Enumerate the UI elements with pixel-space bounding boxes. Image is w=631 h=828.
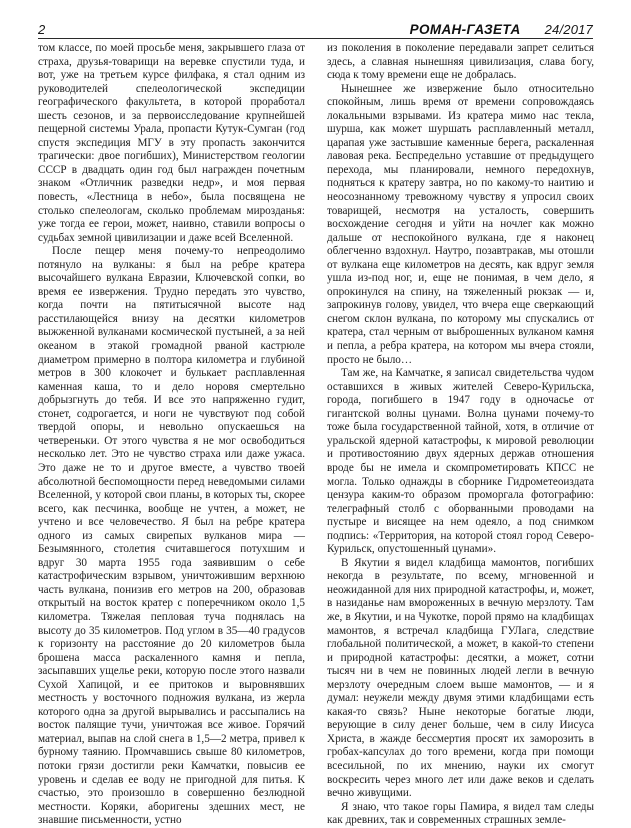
issue-number: 24/2017 bbox=[544, 21, 593, 37]
paragraph: В Якутии я видел кладбища мамонтов, погибших некогда в результате, по всему, мгновенной и неожиданной для них природной катастрофы, и, может, в назиданье нам вмороженных в вечную мерзлоту. Там же, в Якутии, и на Чукотке, порой прямо на кладбищах мамонтов, я встречал кладбища ГУЛага, следствие глобальной политической, а может, в какой-то степени и природной катастрофы: десятки, а может, сотни тысяч ни в чем не повинных людей легли в вечную мерзлоту очередным слоем выше мамонтов, — и я думал: неужели между двумя этими кладбищами есть какая-то связь? Ныне некоторые богатые люди, верующие в силу денег больше, чем в силу Иисуса Христа, в жажде бессмертия просят их заморозить в гробах-капсулах до того времени, когда при помощи всесильной, по их мнению, науки их смогут воскресить через много лет или даже веков и сделать вечно живущими. bbox=[327, 556, 594, 800]
paragraph: из поколения в поколение передавали запрет селиться здесь, а славная нынешняя цивилизация, слава богу, сюда к тому времени еще не добралась. bbox=[327, 42, 594, 82]
running-head-right bbox=[410, 23, 593, 37]
running-head bbox=[38, 16, 593, 39]
paragraph: После пещер меня почему-то непреодолимо потянуло на вулканы: я был на ребре кратера высочайшего вулкана Евразии, Ключевской сопки, во время ее извержения. Трудно передать это чувство, когда почти на пятитысячной высоте над расстилающейся внизу на десятки километров выжженной вулканами космической пустыней, а за ней океаном в этакой громадной рваной кастрюле диаметром примерно в полтора километра и глубиной метров в 300 клокочет и булькает расплавленная каменная каша, то и дело норовя смертельно добрызгнуть до тебя. И все это напряженно гудит, стонет, содрогается, и ноги не чувствуют под собой твердой опоры, и невольно опускаешься на четвереньки. От этого чувства я не мог освободиться несколько лет. Это не чувство страха или даже ужаса. Это даже не то и другое вместе, а чувство твоей абсолютной беспомощности перед неведомыми силами Вселенной, у которой свои планы, в которых ты, скорее всего, как песчинка, вообще не учтен, а может, не учтено и все человечество. Я был на ребре кратера одного из самых свирепых вулканов мира — Безымянного, столетия считавшегося потухшим и вдруг 30 марта 1955 года заявившим о себе катастрофическим взрывом, уничтожившим верхнюю часть вулкана, понизив его метров на 200, образовав открытый на восток кратер с поперечником около 1,5 километра. Тяжелая пепловая туча поднялась на высоту до 35 километров. Под углом в 35—40 градусов к горизонту на расстояние до 20 километров была брошена масса раскаленного камня и пепла, засыпавших ущелье реки, которую после этого назвали Сухой Хапицой, и ее притоков и выровнявших местность у восточного подножия вулкана, из жерла которого одна за другой вырывались и рассыпались на восток палящие тучи, уничтожая все живое. Горячий материал, выпав на слой снега в 1,5—2 метра, привел к бурному таянию. Промчавшись свыше 80 километров, потоки грязи достигли реки Камчатки, повысив ее уровень и сделав ее воду не пригодной для питья. К счастью, это произошло в совершенно безлюдной местности. Коряки, аборигены здешних мест, не знавшие письменности, устно bbox=[38, 245, 305, 827]
body-columns bbox=[38, 42, 593, 828]
column-right bbox=[327, 42, 594, 828]
paragraph: том классе, по моей просьбе меня, закрывшего глаза от страха, друзья-товарищи на веревке спустили туда, и вот, уже на третьем курсе филфака, я стал одним из руководителей спелеологической экспедиции географического факультета, в которой проработал шесть сезонов, и за первоисследование крупнейшей пещерной системы Урала, пропасти Кутук-Сумган (год спустя экспедиция МГУ в эту пропасть закончится трагически: двое погибших), Министерством геологии СССР в двадцать один год был награжден почетным знаком «Отличник разведки недр», и моя первая повесть, «Лестница в небо», была посвящена не столько спелеологам, сколько проблемам мирозданья: уже тогда ее герои, может, наивно, ставили вопросы о судьбах земной цивилизации и даже всей Вселенной. bbox=[38, 42, 305, 244]
masthead-title: РОМАН-ГАЗЕТА bbox=[409, 21, 521, 37]
page-number: 2 bbox=[38, 22, 46, 37]
paragraph: Нынешнее же извержение было относительно спокойным, лишь время от времени сопровождаясь локальными взрывами. Из кратера мимо нас текла, шурша, как может шуршать расплавленный металл, царапая уже застывшие каменные берега, раскаленная лавовая река. Беспредельно уставшие от предыдущего перехода, мы планировали, немного передохнув, подняться к кратеру завтра, но по какому-то наитию и неосознанному тревожному чувству я упросил своих товарищей, несмотря на усталость, совершить восхождение сегодня и уйти на ночлег как можно дальше от неспокойного вулкана, где я наконец облегченно вздохнул. Наутро, позавтракав, мы отошли от вулкана еще километров на десять, как вдруг земля ушла из-под ног, и, еще не понимая, в чем дело, я опрокинулся на спину, на тяжеленный рюкзак — и, запрокинув голову, увидел, что вчера еще сверкающий снегом склон вулкана, по которому мы спускались от кратера, стал черным от выброшенных вулканом камня и пепла, а ребра кратера, на котором мы вчера стояли, просто не было… bbox=[327, 82, 594, 366]
column-left bbox=[38, 42, 305, 828]
paragraph: Там же, на Камчатке, я записал свидетельства чудом оставшихся в живых жителей Северо-Курильска, города, погибшего в 1947 году в одночасье от гигантской волны цунами. Волна цунами почему-то тоже была государственной тайной, хотя, в отличие от уральской ядерной катастрофы, к мировой революции и противостоянию двух ядерных держав отношения вроде бы не имела и скомпрометировать КПСС не могла. Только однажды в сборнике Гидрометеоиздата цензура каким-то образом проморгала фотографию: телеграфный столб с оборванными проводами на пустыре и висящее на нем одеяло, а под снимком подпись: «Территория, на которой стоял город Северо-Курильск, опустошенный цунами». bbox=[327, 367, 594, 556]
paragraph: Я знаю, что такое горы Памира, я видел там следы как древних, так и современных страшных земле- bbox=[327, 800, 594, 827]
